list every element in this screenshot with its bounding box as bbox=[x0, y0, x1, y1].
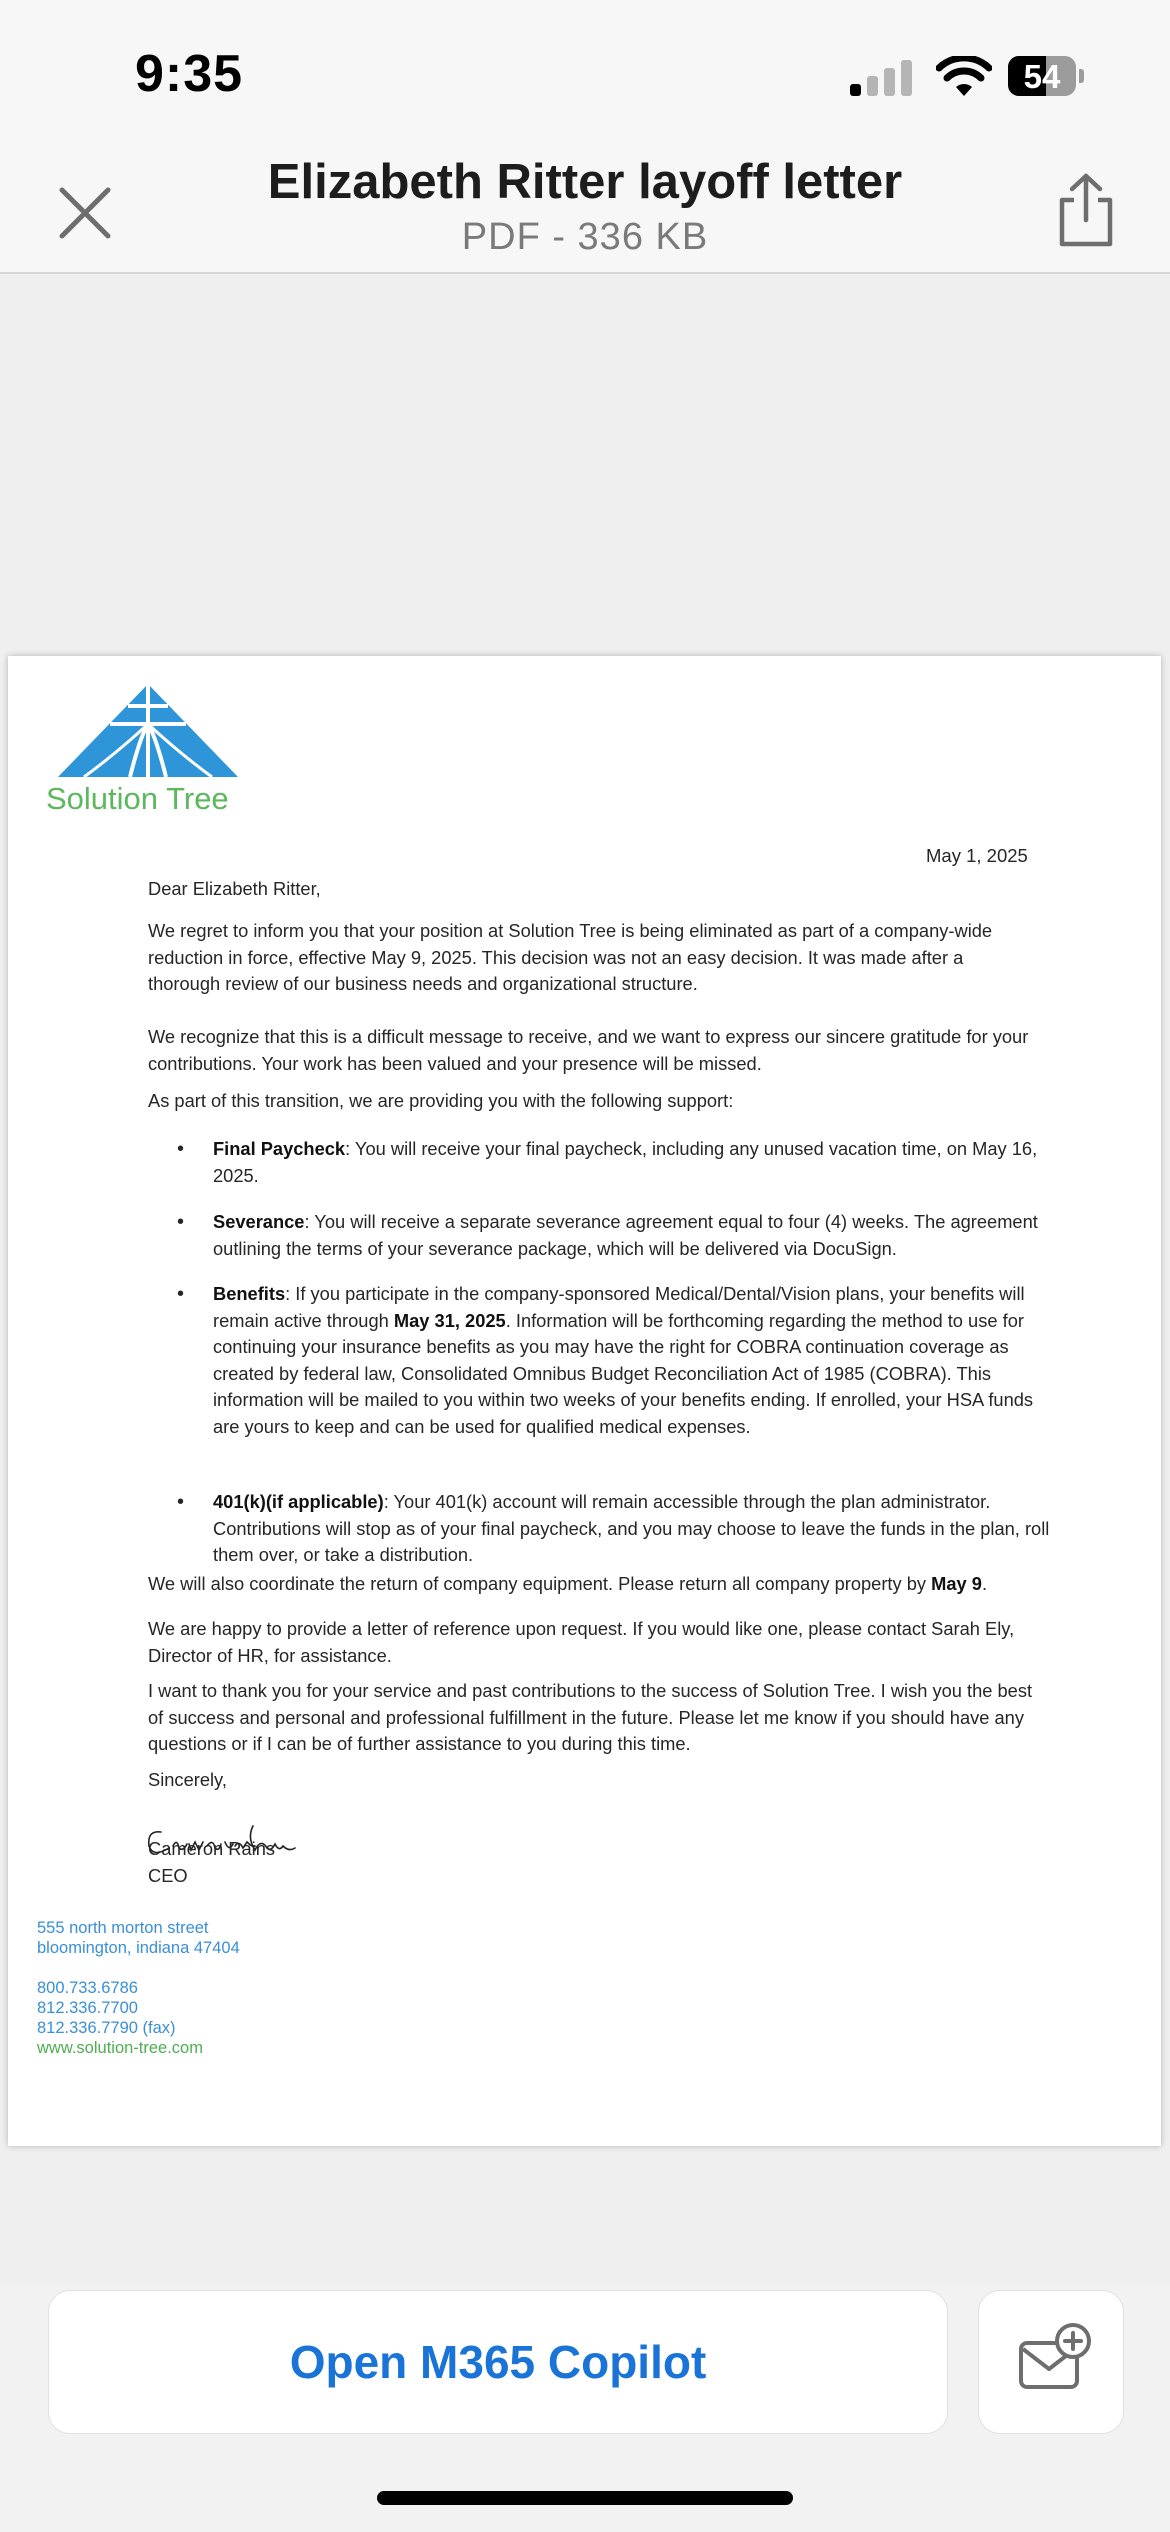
pdf-viewer[interactable] bbox=[0, 274, 1170, 2284]
address-line: 555 north morton street bbox=[37, 1919, 209, 1937]
paragraph: We recognize that this is a difficult message to receive, and we want to express our sincere gratitude for your contributions. Your work has been valued and your presence will be missed. bbox=[148, 1026, 1029, 1074]
bullet-text: : If you participate in the company-sponsored Medical/Dental/Vision plans, your benefits will remain active through bbox=[213, 1283, 1025, 1331]
letter-closing: Sincerely, bbox=[148, 1769, 227, 1790]
paragraph bbox=[148, 1571, 1033, 1598]
signer-name: Cameron Rains bbox=[148, 1838, 276, 1859]
letter-greeting: Dear Elizabeth Ritter, bbox=[148, 878, 321, 899]
paragraph-bold: May 9 bbox=[931, 1573, 982, 1594]
bullet-text: : You will receive a separate severance agreement equal to four (4) weeks. The agreement outlining the terms of your severance package, which will be delivered via DocuSign. bbox=[213, 1211, 1038, 1259]
footer-website: www.solution-tree.com bbox=[37, 2039, 203, 2057]
paragraph: We regret to inform you that your position at Solution Tree is being eliminated as part of a company-wide reduction in force, effective May 9, 2025. This decision was not an easy decision. It was made after a thorough review of our business needs and organizational structure. bbox=[148, 920, 993, 994]
mail-add-icon bbox=[979, 2291, 1123, 2433]
battery-level: 54 bbox=[1023, 58, 1061, 95]
paragraph: As part of this transition, we are providing you with the following support: bbox=[148, 1090, 734, 1111]
footer-address bbox=[37, 1918, 240, 1958]
home-indicator[interactable] bbox=[377, 2491, 793, 2505]
letter-date: May 1, 2025 bbox=[926, 845, 1028, 866]
list-item bbox=[213, 1136, 1053, 1189]
phone-number: 812.336.7700 bbox=[37, 1999, 138, 2017]
mail-add-button[interactable] bbox=[978, 2290, 1124, 2434]
bullet-text: . Information will be forthcoming regarding the method to use for continuing your insurance benefits as you may have the right for COBRA continuation coverage as created by federal law, Consolidated Omnibus Budget Reconciliation Act of 1985 (COBRA). This information will be mailed to you within two weeks of your benefits ending. If enrolled, your HSA funds are yours to keep and can be used for qualified medical expenses. bbox=[213, 1309, 1034, 1437]
bullet-text: : Your 401(k) account will remain accessible through the plan administrator. Contributions will stop as of your final paycheck, and you may choose to leave the funds in the plan, roll them over, or take a distribution. bbox=[213, 1491, 1050, 1565]
pdf-page[interactable] bbox=[8, 656, 1161, 2146]
paragraph-text: We will also coordinate the return of company equipment. Please return all company property by bbox=[148, 1573, 932, 1594]
paragraph: We are happy to provide a letter of reference upon request. If you would like one, please contact Sarah Ely, Director of HR, for assistance. bbox=[148, 1618, 1015, 1666]
document-header bbox=[0, 150, 1170, 274]
document-subtitle: PDF - 336 KB bbox=[461, 216, 709, 258]
bullet-title: Severance bbox=[213, 1211, 305, 1232]
share-icon[interactable] bbox=[1052, 172, 1120, 248]
bullet-title: 401(k)(if applicable) bbox=[213, 1491, 384, 1512]
logo-wordmark: Solution Tree bbox=[46, 781, 229, 816]
wifi-icon bbox=[936, 56, 992, 98]
footer-contacts bbox=[37, 1978, 176, 2038]
bullet-title: Final Paycheck bbox=[213, 1138, 346, 1159]
cellular-signal-icon bbox=[850, 58, 914, 96]
battery-icon bbox=[1008, 56, 1090, 98]
bullet-title: Benefits bbox=[213, 1283, 286, 1304]
phone-number: 800.733.6786 bbox=[37, 1979, 138, 1997]
paragraph-text: . bbox=[981, 1573, 988, 1594]
list-item bbox=[213, 1209, 1053, 1262]
address-line: bloomington, indiana 47404 bbox=[37, 1939, 240, 1957]
list-item bbox=[213, 1489, 1053, 1569]
status-bar bbox=[0, 0, 1170, 150]
document-title: Elizabeth Ritter layoff letter bbox=[267, 155, 903, 209]
list-item bbox=[213, 1281, 1053, 1440]
fax-number: 812.336.7790 (fax) bbox=[37, 2019, 176, 2037]
bullet-text: : You will receive your final paycheck, including any unused vacation time, on May 16, 2025. bbox=[213, 1138, 1038, 1186]
status-time: 9:35 bbox=[135, 45, 244, 103]
signer-title: CEO bbox=[148, 1865, 188, 1886]
open-copilot-button[interactable]: Open M365 Copilot bbox=[48, 2290, 948, 2434]
paragraph: I want to thank you for your service and past contributions to the success of Solution Tree. I wish you the best of success and personal and professional fulfillment in the future. Please let me know if you should have any questions or if I can be of further assistance to you during this time. bbox=[148, 1680, 1033, 1754]
bullet-bold-date: May 31, 2025 bbox=[393, 1309, 506, 1331]
